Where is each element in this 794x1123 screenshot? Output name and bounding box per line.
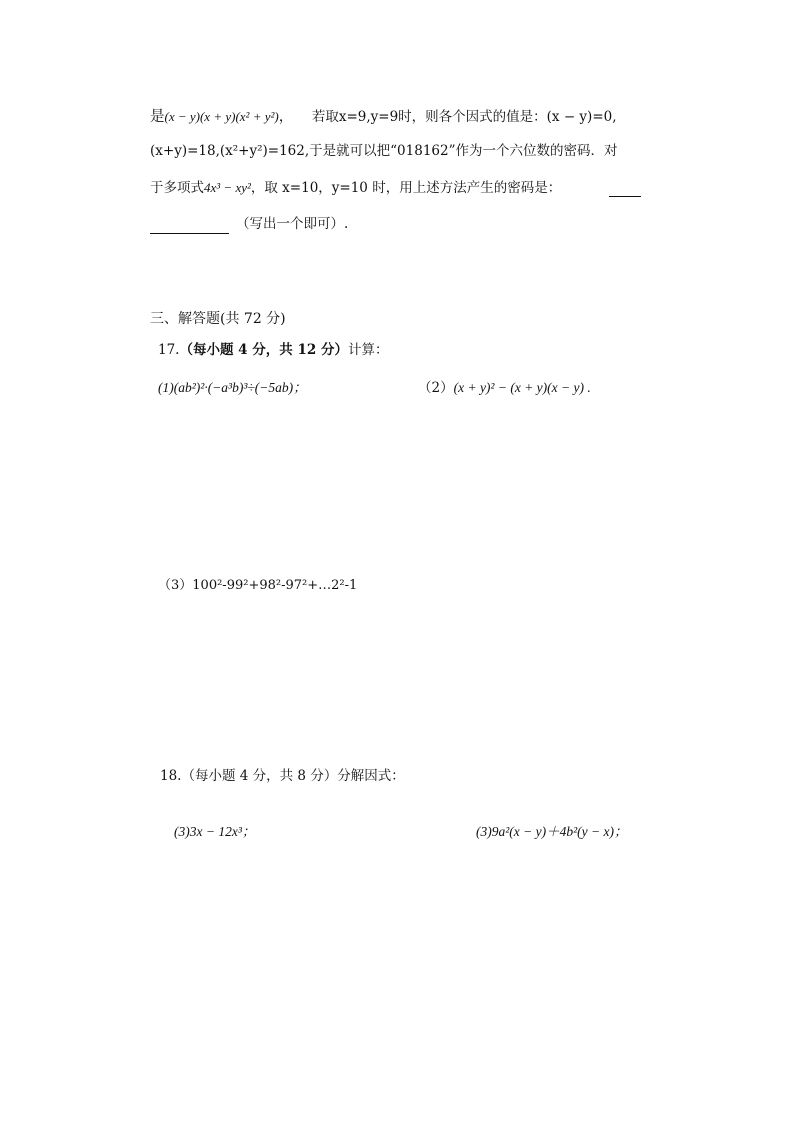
p17-item-3 (158, 579, 357, 592)
p17-item1-expr: (1)(ab²)²·(−a³b)³÷(−5ab)； (158, 380, 307, 395)
p16-line2-text: (x+y)=18,(x²+y²)=162,于是就可以把“018162”作为一个六位数的密码．对 (150, 143, 618, 159)
p16-line3-expr: 4x³ − xy² (204, 180, 251, 195)
p18-item2-expr: (3)9a²(x − y)＋4b²(y − x)； (476, 824, 628, 839)
p16-line1-sep: ， (278, 109, 294, 125)
p17-score-note: （每小题 4 分，共 12 分） (179, 342, 348, 358)
p16-line-4 (236, 218, 348, 232)
p17-item2-expr: (x + y)² − (x + y)(x − y) . (453, 380, 591, 395)
answer-blank-part1 (609, 196, 641, 197)
p18-item-2 (476, 825, 628, 839)
p18-header-text: 18.（每小题 4 分，共 8 分）分解因式： (160, 768, 405, 784)
p17-item2-label: （2） (418, 380, 454, 396)
p16-line3-lead: 于多项式 (150, 180, 204, 196)
p16-line1-expr: (x − y)(x + y)(x² + y²) (164, 109, 279, 124)
p16-line-3 (150, 181, 561, 196)
p16-line-1 (150, 110, 617, 125)
p17-number: 17. (158, 342, 180, 358)
p16-line4-text: （写出一个即可）. (236, 216, 349, 232)
p16-line-2 (150, 145, 617, 159)
p18-header (160, 770, 405, 784)
p17-item-2 (418, 381, 591, 396)
p17-header (158, 344, 388, 358)
section-3-heading (150, 312, 286, 326)
p16-line3-text: ，取 x=10，y=10 时，用上述方法产生的密码是： (250, 180, 562, 196)
p16-line1-lead: 是 (150, 109, 165, 125)
p16-line1-text: 若取x=9,y=9时，则各个因式的值是：(x − y)=0, (311, 109, 617, 125)
answer-blank-part2 (150, 233, 229, 234)
p17-item-1 (158, 381, 307, 395)
p18-item-1 (174, 825, 255, 839)
p18-item1-expr: (3)3x − 12x³； (174, 824, 256, 839)
section-3-heading-text: 三、解答题(共 72 分) (150, 311, 286, 327)
p17-item3-expr: （3）100²-99²+98²-97²+…2²-1 (158, 578, 358, 593)
p17-instruction: 计算： (347, 342, 389, 358)
